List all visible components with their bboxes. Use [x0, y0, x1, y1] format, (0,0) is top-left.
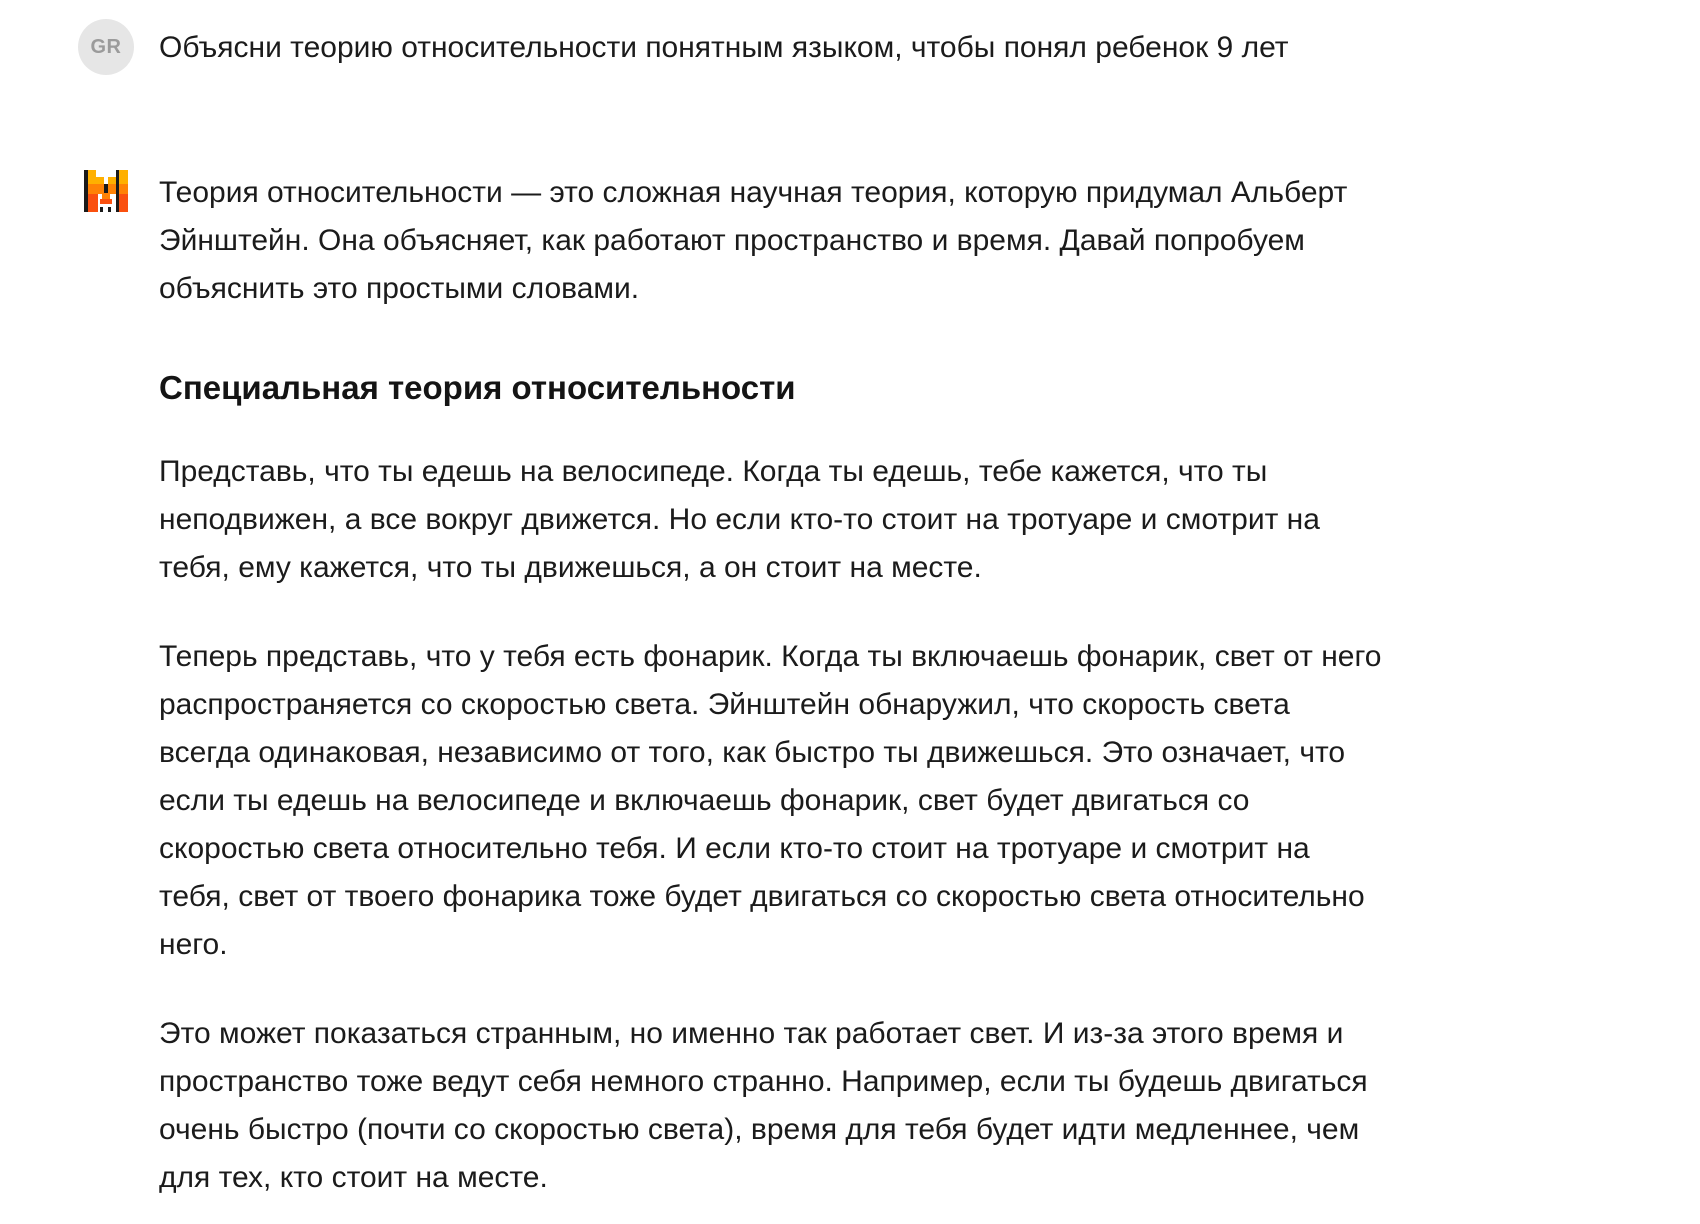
user-message-text: Объясни теорию относительности понятным языком, чтобы понял ребенок 9 лет [159, 31, 1289, 64]
text-line: Теперь представь, что у тебя есть фонарик. Когда ты включаешь фонарик, свет от него [159, 640, 1382, 673]
text-line: пространство тоже ведут себя немного странно. Например, если ты будешь двигаться [159, 1065, 1368, 1098]
text-line: Эйнштейн. Она объясняет, как работают пространство и время. Давай попробуем [159, 224, 1305, 257]
paragraph-flashlight [159, 633, 1599, 969]
text-line: Это может показаться странным, но именно так работает свет. И из-за этого время и [159, 1017, 1344, 1050]
paragraph-time-dilation [159, 1010, 1599, 1202]
text-line: если ты едешь на велосипеде и включаешь фонарик, свет будет двигаться со [159, 784, 1250, 817]
text-line: очень быстро (почти со скоростью света), время для тебя будет идти медленнее, чем [159, 1113, 1360, 1146]
text-line: него. [159, 928, 228, 961]
text-line: скоростью света относительно тебя. И если кто-то стоит на тротуаре и смотрит на [159, 832, 1310, 865]
text-line: тебя, ему кажется, что ты движешься, а он стоит на месте. [159, 551, 982, 584]
section-heading: Специальная теория относительности [159, 369, 796, 406]
text-line: неподвижен, а все вокруг движется. Но если кто-то стоит на тротуаре и смотрит на [159, 503, 1320, 536]
text-line: для тех, кто стоит на месте. [159, 1161, 548, 1194]
text-line: распространяется со скоростью света. Эйнштейн обнаружил, что скорость света [159, 688, 1290, 721]
text-line: Представь, что ты едешь на велосипеде. Когда ты едешь, тебе кажется, что ты [159, 455, 1268, 488]
intro-paragraph [159, 169, 1599, 313]
paragraph-bicycle [159, 448, 1599, 592]
user-avatar: GR [78, 19, 134, 75]
assistant-message-body [159, 169, 1599, 1202]
text-line: объяснить это простыми словами. [159, 272, 640, 305]
mistral-logo-icon [84, 170, 128, 212]
text-line: всегда одинаковая, независимо от того, как быстро ты движешься. Это означает, что [159, 736, 1346, 769]
text-line: Теория относительности — это сложная научная теория, которую придумал Альберт [159, 176, 1348, 209]
text-line: тебя, свет от твоего фонарика тоже будет двигаться со скоростью света относительно [159, 880, 1365, 913]
